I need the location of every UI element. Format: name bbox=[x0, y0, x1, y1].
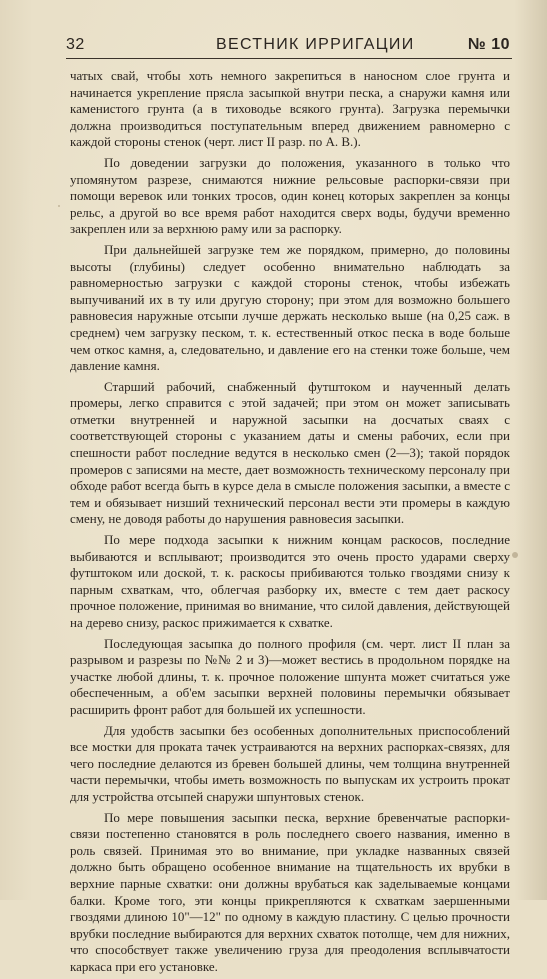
paragraph: По мере подхода засыпки к нижним концам раскосов, последние выбиваются и всплывают; производится это очень просто ударами сверху футштоком или доской, т. к. раскосы прибиваются только гвоздями снизу к парным схваткам, что, облегчая разборку их, вместе с тем дает раскосу прочное положение, принимая во внимание, что силой давления, действующей на дерево снизу, раскос прижимается к схватке. bbox=[70, 532, 510, 630]
paragraph: Старший рабочий, снабженный футштоком и наученный делать промеры, легко справится с этой задачей; при этом он может записывать отметки внутренней и наружной засыпки на досчатых сваях с соответствующей стороны с указанием даты и смены рабочих, если при спешности работ последние ведутся в несколько смен (2—3); такой порядок промеров с записями на месте, дает возможность техническому персоналу при обходе работ всегда быть в курсе дела в смысле положения засыпки, а вместе с тем и обязывает низший технический персонал вести эти промеры в каждую смену, не доводя работы до нарушения равновесия засыпки. bbox=[70, 378, 510, 527]
paragraph: По мере повышения засыпки песка, верхние бревенчатые распорки-связи постепенно становятся в роль последнего своего названия, именно в роль связей. Принимая это во внимание, при укладке названных связей должно быть обращено особенное внимание на тщательность их врубки в верхние парные схватки: они должны врубаться как заделываемые концами балки. Кроме того, эти концы прикрепляются к схваткам заершенными гвоздями длиною 10"—12" по одному в каждую пластину. С целью прочности врубки последние выбираются для верхних схваток потолще, чем для нижних, что способствует также увеличению груза для преодоления всплывчатости каркаса при его установке. bbox=[70, 809, 510, 974]
page-number: 32 bbox=[66, 36, 85, 53]
issue-number: № 10 bbox=[467, 36, 510, 53]
paragraph: Для удобств засыпки без особенных дополнительных приспособлений все мостки для проката тачек устраиваются на верхних распорках-связях, для чего последние делаются из бревен большей длины, чем толщина внутренней части перемычки, чтобы иметь возможность по выпускам их устроить прокат для устройства отсыпей снаружи шпунтовых стенок. bbox=[70, 722, 510, 804]
paper-speck bbox=[300, 870, 302, 872]
paragraph: При дальнейшей загрузке тем же порядком, примерно, до половины высоты (глубины) следует особенно внимательно наблюдать за равномерностью загрузки с каждой стороны стенок, чтобы избежать выпучиваний их в ту или другую сторону; при этом для возможно большего равновесия наружные отсыпи лучше держать несколько выше (на 0,25 саж. в среднем) чем загрузку песком, т. к. естественный откос песка в воде больше чем откос камня, а, следовательно, и давление его на стенки тоже больше, чем давление камня. bbox=[70, 241, 510, 374]
paragraph: По доведении загрузки до положения, указанного в только что упомянутом разрезе, снимаются нижние рельсовые распорки-связи при помощи веревок или тонких тросов, один конец которых закреплен за концы рельс, а другой во все время работ находится сверх воды, будучи временно закреплен или за верхнюю раму или за распорку. bbox=[70, 154, 510, 237]
paper-speck bbox=[58, 205, 60, 207]
journal-title: ВЕСТНИК ИРРИГАЦИИ bbox=[216, 36, 415, 53]
header-rule bbox=[66, 58, 512, 59]
running-head bbox=[66, 36, 512, 58]
paragraph: Последующая засыпка до полного профиля (см. черт. лист II план за разрывом и разрезы по №№ 2 и 3)—может вестись в продольном порядке на участке любой длины, т. к. прочное положение шпунта может считаться уже обеспеченным, а об'ем засыпки верхней половины перемычки обязывает расширить фронт работ для большей их успешности. bbox=[70, 635, 510, 717]
paper-speck bbox=[512, 552, 518, 558]
article-body bbox=[70, 68, 510, 979]
paragraph-continued: чатых свай, чтобы хоть немного закрепиться в наносном слое грунта и начинается укрепление прясла засыпкой внутри песка, а снаружи камня или каменистого грунта (а в тиховодье всякого грунта). Загрузка перемычки должна производиться поступательным вперед движением равномерно с каждой стороны стенок (черт. лист II разр. по A. B.). bbox=[70, 68, 510, 150]
